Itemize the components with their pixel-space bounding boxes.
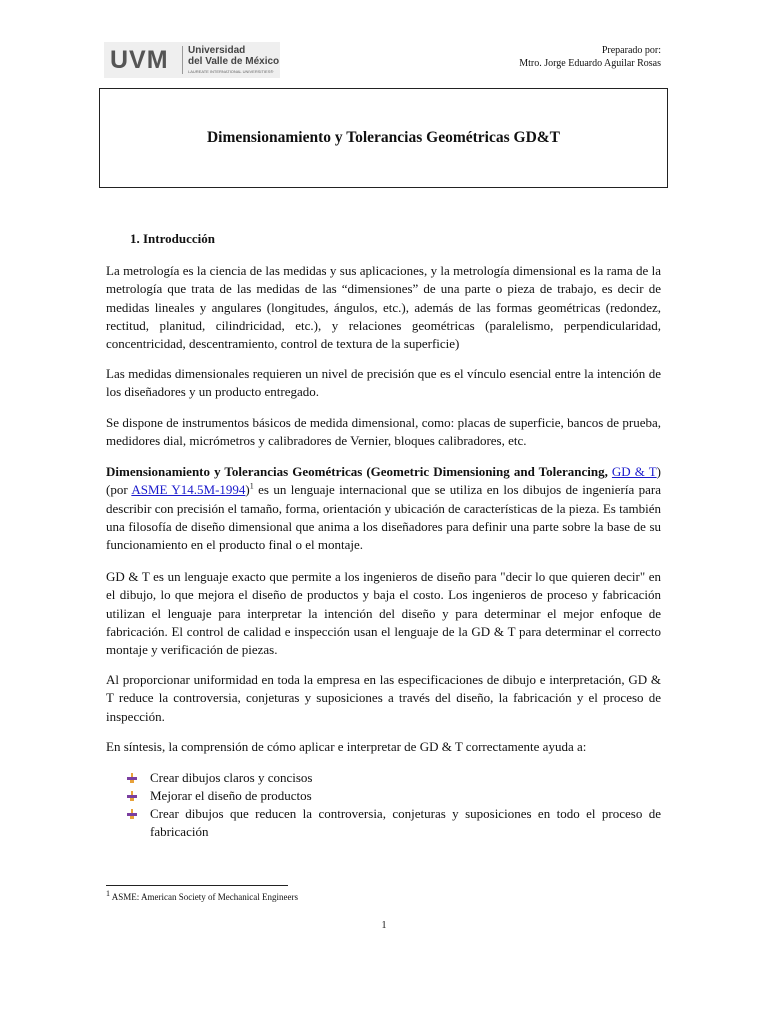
paragraph-2: Las medidas dimensionales requieren un nivel de precisión que es el vínculo esencial entre la intención de los diseñadores y un producto entregado.: [106, 366, 661, 400]
title-box: [99, 88, 668, 188]
arrow-bullet-icon: [127, 791, 137, 801]
prepared-label: Preparado por:: [601, 45, 661, 56]
section-heading: 1. Introducción: [130, 231, 215, 246]
bullet-text: Crear dibujos que reducen la controversia, conjeturas y suposiciones en todo el proceso de fabricación: [150, 806, 661, 840]
asme-link[interactable]: ASME Y14.5M-1994: [131, 482, 246, 498]
logo-name-line2: del Valle de México: [188, 56, 280, 67]
university-logo: [104, 42, 280, 78]
paragraph-4: [106, 463, 661, 554]
paragraph-7: En síntesis, la comprensión de cómo aplicar e interpretar de GD & T correctamente ayuda a:: [106, 739, 587, 754]
bullet-text: Crear dibujos claros y concisos: [150, 770, 313, 785]
logo-divider: [182, 46, 183, 74]
footnote-ref: 1: [249, 481, 254, 491]
logo-tagline: LAUREATE INTERNATIONAL UNIVERSITIES®: [188, 69, 274, 74]
p4-text-2: ): [245, 482, 250, 498]
footnote-text: ASME: American Society of Mechanical Engineers: [110, 892, 298, 902]
arrow-bullet-icon: [127, 809, 137, 819]
list-item: [130, 787, 661, 805]
footnote-mark: 1: [106, 889, 110, 898]
footnote: [106, 889, 298, 902]
prepared-author: Mtro. Jorge Eduardo Aguilar Rosas: [519, 58, 661, 69]
p4-text-3: es un lenguaje internacional que se utiliza en los dibujos de ingeniería para describir con precisión el tamaño, forma, orientación y ubicación de características de la pieza. Es también una filosofía de diseño dimensional que anima a los diseñadores para definir una parte sobre la base de su funcionamiento en el producto final o el montaje.: [106, 482, 661, 553]
paragraph-5: GD & T es un lenguaje exacto que permite a los ingenieros de diseño para "decir lo que quieren decir" en el dibujo, lo que mejora el diseño de productos y baja el costo. Los ingenieros de proceso y fabricación utilizan el lenguaje para interpretar la intención del diseño y para determinar el mejor enfoque de fabricación. El control de calidad e inspección usan el lenguaje de la GD & T para determinar el correcto montaje y verificación de piezas.: [106, 569, 661, 658]
logo-brand: UVM: [110, 46, 169, 74]
logo-name-line1: Universidad: [188, 45, 246, 56]
footnote-separator: [106, 885, 288, 886]
p4-bold-term: Dimensionamiento y Tolerancias Geométricas (: [106, 464, 371, 479]
page-number: 1: [381, 920, 387, 931]
p4-bold-english: Geometric Dimensioning and Tolerancing,: [370, 464, 612, 479]
bullet-text: Mejorar el diseño de productos: [150, 788, 312, 803]
paragraph-6: Al proporcionar uniformidad en toda la empresa en las especificaciones de dibujo e interpretación, GD & T reduce la controversia, conjeturas y suposiciones a través del diseño, la fabricación y el proceso de inspección.: [106, 672, 661, 724]
list-item: [130, 769, 661, 787]
p4-text-1: ) (por: [106, 464, 661, 498]
paragraph-3: Se dispone de instrumentos básicos de medida dimensional, como: placas de superficie, bancos de prueba, medidores dial, micrómetros y calibradores de Vernier, bloques calibradores, etc.: [106, 415, 661, 449]
paragraph-1: La metrología es la ciencia de las medidas y sus aplicaciones, y la metrología dimensional es la rama de la metrología que trata de las medidas de las “dimensiones” de una parte o pieza de trabajo, es decir de medidas lineales y angulares (longitudes, ángulos, etc.), además de las formas geométricas (redondez, rectitud, planitud, cilindricidad, etc.), y relaciones geométricas (paralelismo, perpendicularidad, concentricidad, descentramiento, control de textura de la superficie): [106, 263, 661, 352]
arrow-bullet-icon: [127, 773, 137, 783]
document-title: Dimensionamiento y Tolerancias Geométricas GD&T: [206, 129, 561, 146]
list-item: [130, 805, 661, 842]
gdt-link[interactable]: GD & T: [611, 464, 657, 479]
prepared-by: [519, 44, 661, 70]
